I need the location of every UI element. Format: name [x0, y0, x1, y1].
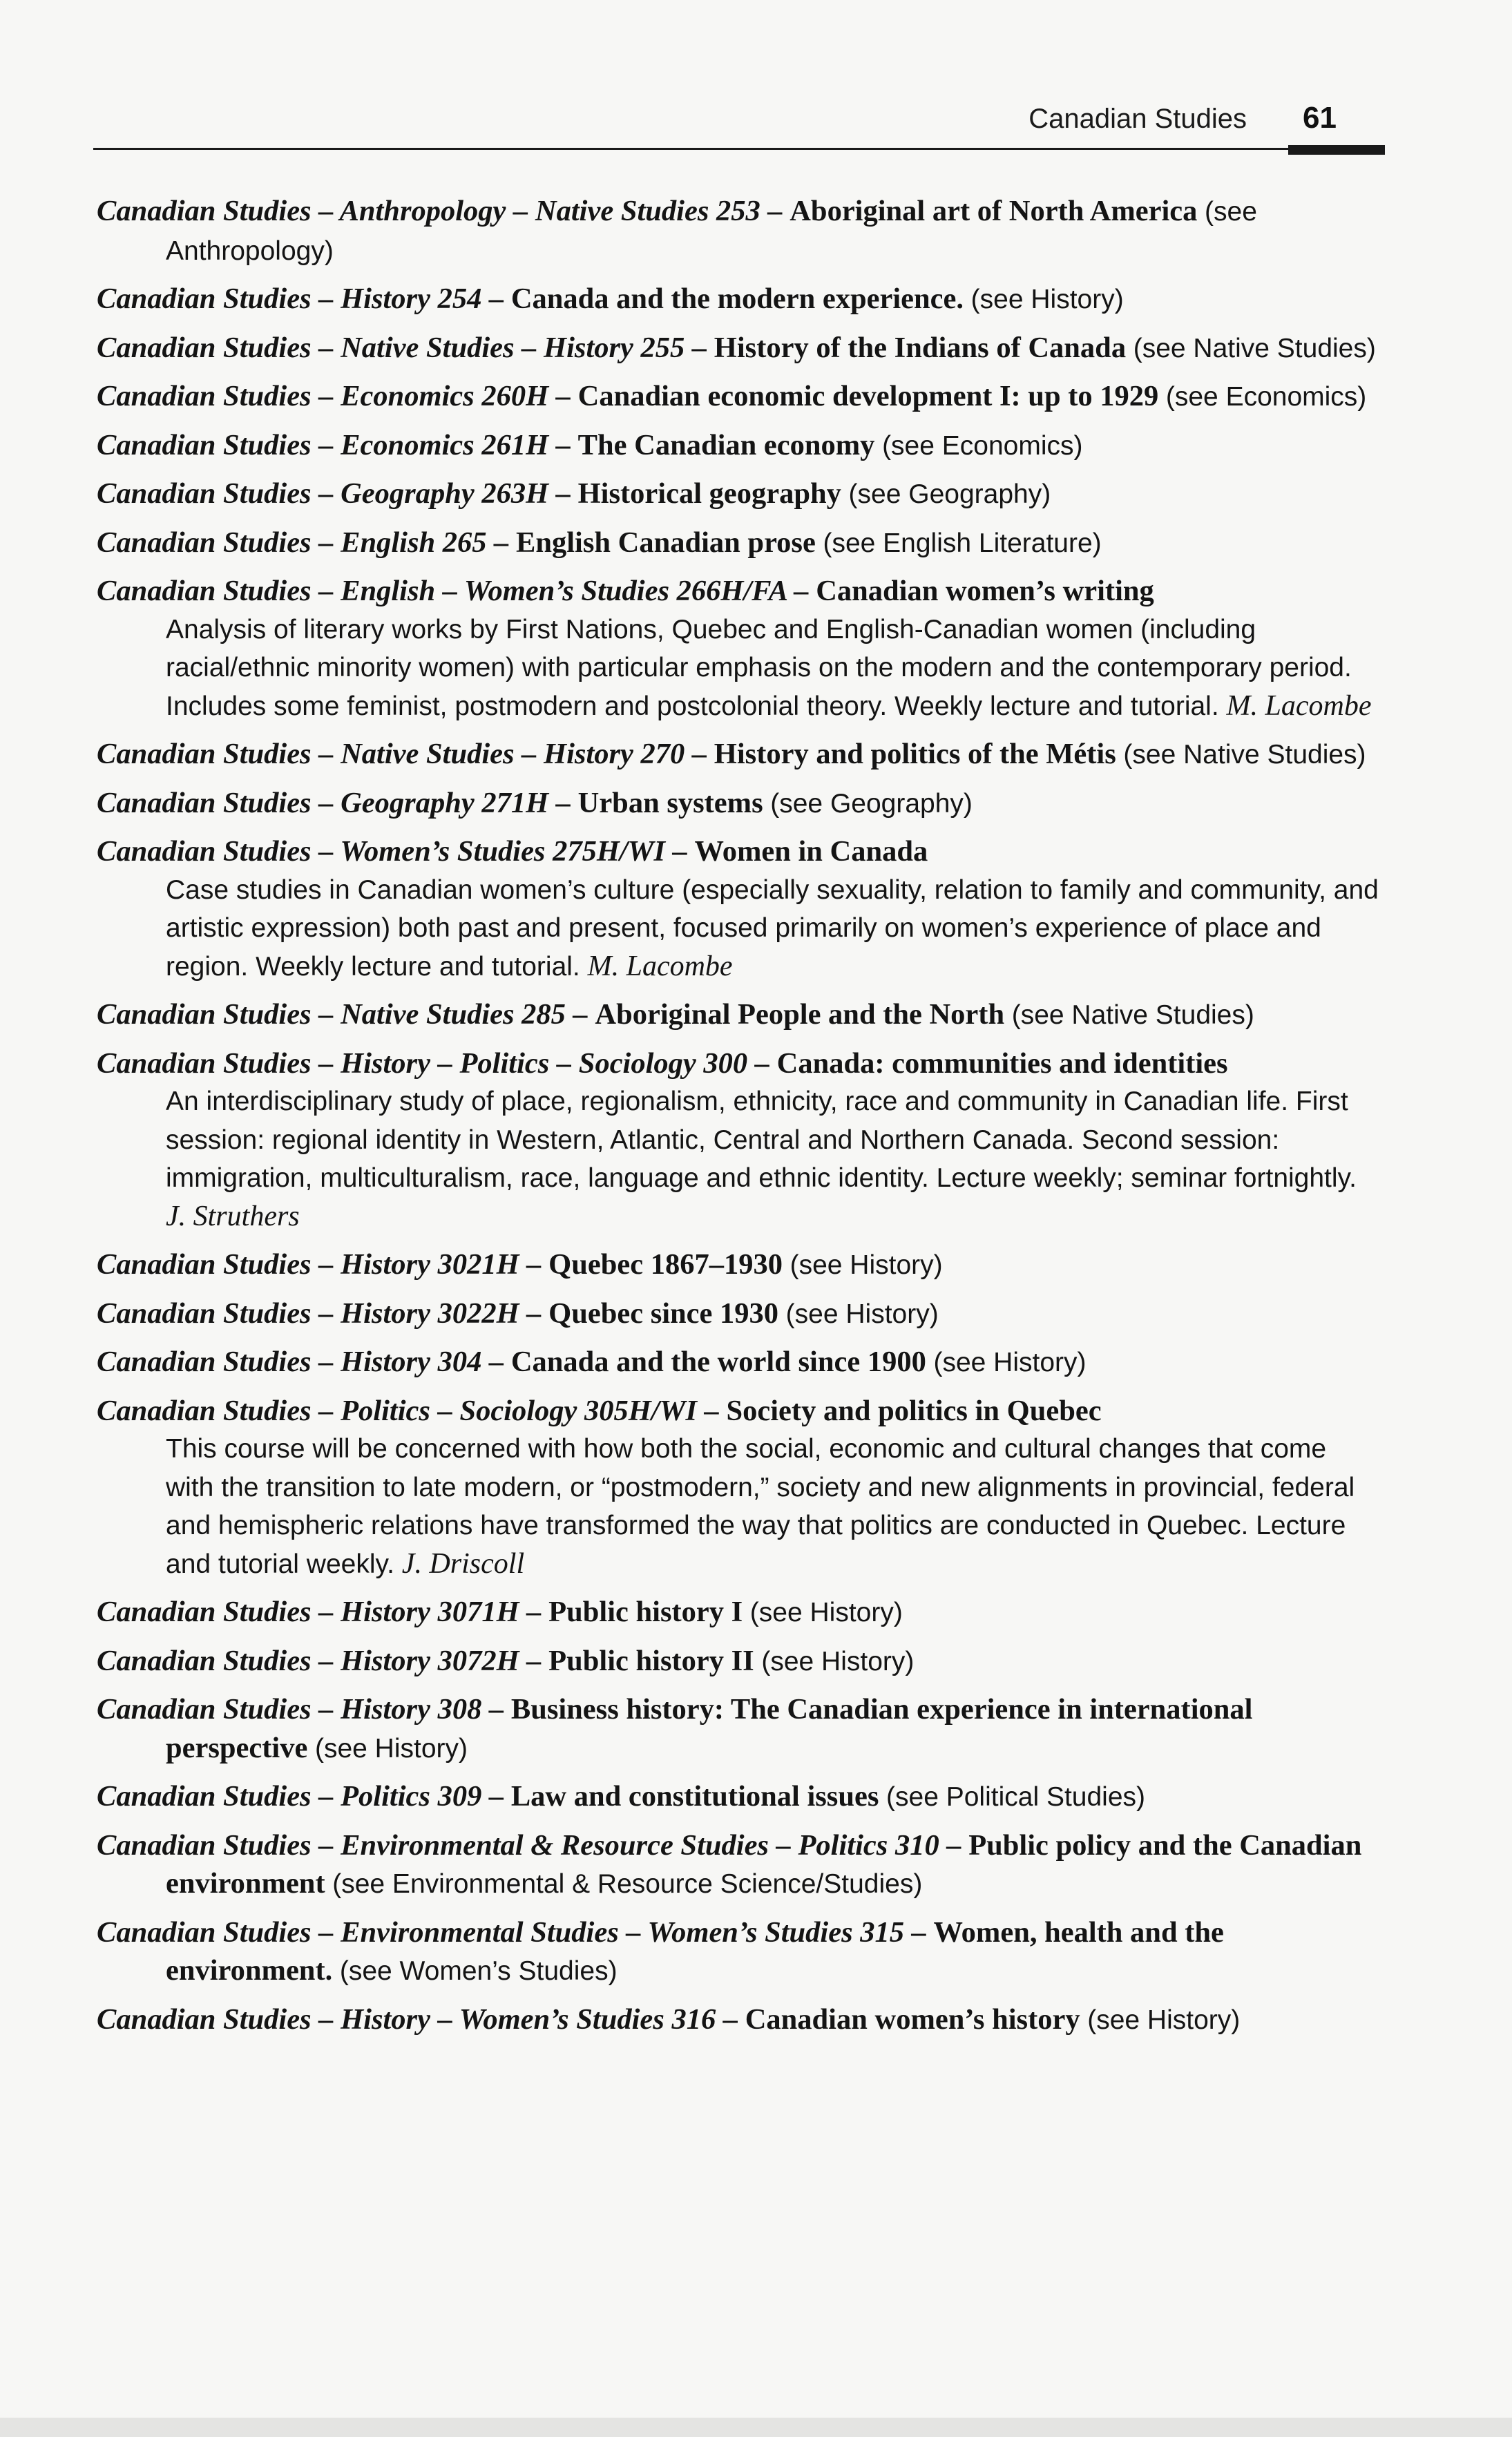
course-heading [97, 1913, 1381, 1991]
course-title: Historical geography [577, 477, 841, 510]
course-subject: Canadian Studies – Geography 271H – [97, 786, 571, 819]
course-entry [97, 1392, 1381, 1584]
course-entry [97, 784, 1381, 823]
course-title: Law and constitutional issues [510, 1780, 879, 1813]
course-list [97, 192, 1381, 2049]
course-description [97, 611, 1381, 726]
course-subject: Canadian Studies – Environmental Studies – Women’s Studies 315 – [97, 1915, 926, 1949]
course-subject: Canadian Studies – History – Politics – Sociology 300 – [97, 1047, 770, 1080]
cross-reference: (see Economics) [1165, 382, 1367, 412]
cross-reference: (see Anthropology) [166, 197, 1257, 266]
cross-reference: (see Native Studies) [1133, 333, 1376, 363]
instructor: M. Lacombe [1226, 689, 1372, 722]
course-heading [97, 192, 1381, 270]
course-heading [97, 329, 1381, 368]
course-heading [97, 735, 1381, 774]
course-heading [97, 1245, 1381, 1285]
course-title: Canadian women’s history [745, 2003, 1080, 2036]
course-heading [97, 1343, 1381, 1382]
course-description [97, 871, 1381, 986]
cross-reference: (see English Literature) [823, 528, 1102, 558]
cross-reference: (see History) [749, 1598, 903, 1627]
course-title: Business history: The Canadian experience in international perspective [166, 1693, 1253, 1764]
course-title: Women in Canada [694, 835, 928, 868]
course-subject: Canadian Studies – History 308 – [97, 1693, 504, 1726]
course-subject: Canadian Studies – History 304 – [97, 1346, 504, 1378]
page-number: 61 [1303, 101, 1337, 135]
course-subject: Canadian Studies – History 254 – [97, 283, 504, 315]
cross-reference: (see Environmental & Resource Science/Studies) [332, 1869, 923, 1899]
course-title: Canada and the modern experience. [510, 283, 964, 315]
course-entry [97, 1777, 1381, 1817]
description-text: Analysis of literary works by First Nations, Quebec and English-Canadian women (including racial/ethnic minority women) with particular emphasis on the modern and the contemporary period. Includes some feminist, postmodern and postcolonial theory. Weekly lecture and tutorial. [166, 614, 1352, 721]
course-subject: Canadian Studies – Women’s Studies 275H/WI – [97, 835, 687, 868]
course-entry [97, 995, 1381, 1035]
cross-reference: (see Geography) [848, 479, 1051, 509]
course-entry [97, 1593, 1381, 1632]
course-subject: Canadian Studies – History 3071H – [97, 1596, 542, 1628]
course-heading [97, 1777, 1381, 1817]
course-entry [97, 832, 1381, 986]
course-entry [97, 192, 1381, 270]
cross-reference: (see History) [314, 1733, 468, 1764]
header-rule [93, 148, 1295, 150]
cross-reference: (see History) [761, 1646, 915, 1676]
course-heading [97, 524, 1381, 563]
course-title: Quebec 1867–1930 [548, 1248, 783, 1281]
course-entry [97, 280, 1381, 319]
course-subject: Canadian Studies – English – Women’s Studies 266H/FA – [97, 575, 809, 607]
cross-reference: (see History) [1087, 2005, 1241, 2035]
course-subject: Canadian Studies – History – Women’s Studies 316 – [97, 2003, 738, 2036]
course-entry [97, 572, 1381, 725]
course-heading [97, 784, 1381, 823]
course-entry [97, 1826, 1381, 1904]
cross-reference: (see History) [970, 285, 1124, 314]
header-rule-accent [1288, 145, 1385, 155]
cross-reference: (see Native Studies) [1123, 740, 1366, 770]
description-text: This course will be concerned with how both the social, economic and cultural changes that come with the transition to late modern, or “postmodern,” society and new alignments in provincial, federal and hemispheric relations have transformed the way that politics are conducted in Quebec. Lecture and tutorial weekly. [166, 1434, 1355, 1579]
course-title: History and politics of the Métis [714, 738, 1116, 770]
scan-edge [0, 2418, 1512, 2437]
course-entry [97, 735, 1381, 774]
running-head: Canadian Studies [1028, 104, 1247, 134]
course-title: The Canadian economy [577, 428, 875, 461]
course-subject: Canadian Studies – Native Studies – History 255 – [97, 331, 707, 364]
course-heading [97, 995, 1381, 1035]
course-entry [97, 1913, 1381, 1991]
course-heading [97, 377, 1381, 417]
course-title: Canada and the world since 1900 [510, 1346, 926, 1378]
course-title: English Canadian prose [516, 526, 816, 559]
course-title: Aboriginal People and the North [595, 998, 1005, 1031]
description-text: An interdisciplinary study of place, regionalism, ethnicity, race and community in Canadian life. First session: regional identity in Western, Atlantic, Central and Northern Canada. Second session: immigration, multiculturalism, race, language and ethnic identity. Lecture weekly; seminar fortnightly. [166, 1087, 1357, 1193]
course-heading [97, 1294, 1381, 1334]
course-subject: Canadian Studies – English 265 – [97, 526, 509, 559]
course-heading [97, 1044, 1381, 1083]
course-title: History of the Indians of Canada [714, 331, 1127, 364]
course-description [97, 1082, 1381, 1236]
course-title: Urban systems [577, 786, 763, 819]
course-entry [97, 1343, 1381, 1382]
course-heading [97, 832, 1381, 871]
course-title: Public history I [548, 1596, 743, 1628]
course-subject: Canadian Studies – Economics 260H – [97, 380, 571, 412]
page-header [93, 97, 1385, 152]
course-entry [97, 524, 1381, 563]
cross-reference: (see History) [785, 1299, 939, 1329]
course-subject: Canadian Studies – Politics – Sociology 305H/WI – [97, 1394, 719, 1427]
course-title: Public policy and the Canadian environment [166, 1828, 1362, 1900]
description-text: Case studies in Canadian women’s culture (especially sexuality, relation to family and community, and artistic expression) both past and present, focused primarily on women’s experience of place and region. Weekly lecture and tutorial. [166, 875, 1379, 982]
course-heading [97, 2000, 1381, 2040]
course-heading [97, 1642, 1381, 1681]
cross-reference: (see History) [790, 1250, 943, 1280]
course-title: Women, health and the environment. [166, 1915, 1224, 1987]
course-heading [97, 426, 1381, 466]
course-title: Quebec since 1930 [548, 1297, 779, 1330]
course-subject: Canadian Studies – Economics 261H – [97, 428, 571, 461]
course-entry [97, 1690, 1381, 1768]
course-subject: Canadian Studies – Politics 309 – [97, 1780, 504, 1813]
course-subject: Canadian Studies – History 3072H – [97, 1644, 542, 1677]
course-heading [97, 1690, 1381, 1768]
cross-reference: (see Economics) [882, 430, 1083, 461]
course-subject: Canadian Studies – History 3021H – [97, 1248, 542, 1281]
cross-reference: (see Political Studies) [886, 1782, 1146, 1812]
course-subject: Canadian Studies – Native Studies – History 270 – [97, 738, 707, 770]
course-heading [97, 1392, 1381, 1431]
cross-reference: (see Geography) [770, 788, 973, 819]
course-entry [97, 2000, 1381, 2040]
instructor: M. Lacombe [587, 950, 733, 982]
course-entry [97, 329, 1381, 368]
cross-reference: (see Women’s Studies) [339, 1956, 618, 1986]
cross-reference: (see History) [933, 1348, 1087, 1377]
cross-reference: (see Native Studies) [1011, 1000, 1254, 1030]
course-entry [97, 1044, 1381, 1236]
course-subject: Canadian Studies – Environmental & Resource Studies – Politics 310 – [97, 1828, 961, 1862]
course-entry [97, 1245, 1381, 1285]
course-title: Public history II [548, 1644, 754, 1677]
instructor: J. Driscoll [401, 1547, 525, 1580]
course-heading [97, 1593, 1381, 1632]
course-entry [97, 426, 1381, 466]
course-title: Society and politics in Quebec [726, 1394, 1102, 1427]
course-subject: Canadian Studies – History 3022H – [97, 1297, 542, 1330]
course-entry [97, 1642, 1381, 1681]
course-subject: Canadian Studies – Native Studies 285 – [97, 998, 588, 1031]
course-entry [97, 377, 1381, 417]
course-entry [97, 1294, 1381, 1334]
course-subject: Canadian Studies – Geography 263H – [97, 477, 571, 510]
course-title: Canadian women’s writing [816, 575, 1154, 607]
course-heading [97, 280, 1381, 319]
course-subject: Canadian Studies – Anthropology – Native Studies 253 – [97, 195, 783, 227]
course-title: Canadian economic development I: up to 1929 [577, 380, 1159, 412]
course-entry [97, 475, 1381, 514]
course-title: Aboriginal art of North America [790, 195, 1198, 227]
course-heading [97, 475, 1381, 514]
instructor: J. Struthers [166, 1200, 300, 1232]
course-heading [97, 1826, 1381, 1904]
course-heading [97, 572, 1381, 611]
course-title: Canada: communities and identities [776, 1047, 1228, 1080]
course-description [97, 1430, 1381, 1583]
